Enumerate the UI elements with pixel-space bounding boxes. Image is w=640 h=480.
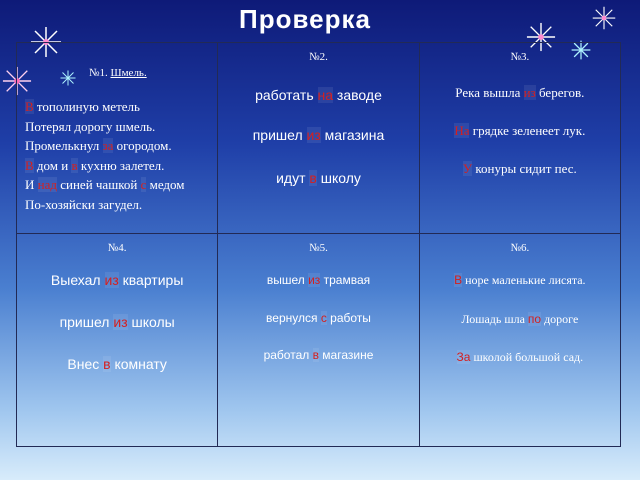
text-fragment: кухню залетел. xyxy=(77,157,165,173)
text-fragment: дом и xyxy=(33,157,72,173)
answer-table xyxy=(16,42,621,447)
text-fragment: Потерял дорогу шмель. xyxy=(25,118,156,134)
text-fragment: работать xyxy=(255,87,318,103)
page-title: Проверка xyxy=(239,4,371,34)
text-fragment: Лошадь шла xyxy=(461,312,528,326)
text-fragment: вернулся xyxy=(266,311,321,325)
preposition: из xyxy=(306,127,321,143)
preposition: с xyxy=(140,177,147,192)
example-line xyxy=(218,127,418,143)
example-line xyxy=(218,273,418,287)
example-line xyxy=(17,356,217,372)
preposition: в xyxy=(309,170,317,186)
cell-1 xyxy=(17,43,218,234)
cell-1-topic: Шмель. xyxy=(110,67,147,79)
text-fragment: норе маленькие лисята. xyxy=(462,273,586,287)
text-fragment: школой большой сад. xyxy=(470,350,584,364)
cell-6 xyxy=(419,234,620,447)
text-fragment: работал xyxy=(263,348,313,362)
text-fragment: тополиную метель xyxy=(33,99,140,114)
preposition: в xyxy=(312,348,319,362)
poem-line xyxy=(25,117,217,137)
preposition: с xyxy=(320,311,327,325)
text-fragment: берегов. xyxy=(535,85,585,100)
example-line xyxy=(420,161,620,177)
sparkle-star-icon xyxy=(592,6,616,30)
text-fragment: дороге xyxy=(541,312,579,326)
text-fragment: школы xyxy=(127,314,175,330)
example-line xyxy=(420,273,620,288)
preposition: из xyxy=(523,85,536,100)
preposition: за xyxy=(102,138,114,153)
poem-line xyxy=(25,195,217,215)
cell-5-number: №5. xyxy=(309,242,328,254)
text-fragment: заводе xyxy=(333,87,382,103)
text-fragment: Внес xyxy=(67,356,104,372)
example-line xyxy=(218,348,418,362)
poem-line xyxy=(25,175,217,195)
preposition: на xyxy=(317,87,334,103)
preposition: В xyxy=(25,157,34,173)
text-fragment: вышел xyxy=(266,273,309,287)
text-fragment: квартиры xyxy=(118,272,184,288)
text-fragment: работы xyxy=(326,311,371,325)
cell-1-header xyxy=(17,67,217,79)
text-fragment: магазина xyxy=(320,127,385,143)
poem-line xyxy=(25,156,217,176)
cell-5 xyxy=(218,234,419,447)
cell-2-number: №2. xyxy=(309,51,328,63)
example-line xyxy=(218,87,418,103)
cell-4-number: №4. xyxy=(107,242,127,254)
text-fragment: идут xyxy=(276,170,310,186)
preposition: в xyxy=(103,356,111,372)
poem-line xyxy=(25,136,217,156)
poem-line xyxy=(25,97,217,117)
preposition: в xyxy=(71,157,78,173)
text-fragment: огородом. xyxy=(113,138,172,153)
preposition: В xyxy=(454,273,463,287)
preposition: из xyxy=(113,314,128,330)
preposition: из xyxy=(104,272,119,288)
text-fragment: По-хозяйски загудел. xyxy=(25,196,143,212)
text-fragment: школу xyxy=(316,170,361,186)
cell-4 xyxy=(17,234,218,447)
preposition: За xyxy=(456,350,471,364)
preposition: На xyxy=(454,123,470,138)
cell-3-number: №3. xyxy=(510,51,530,63)
text-fragment: пришел xyxy=(252,127,307,143)
text-fragment: пришел xyxy=(59,314,114,330)
example-line xyxy=(420,123,620,139)
text-fragment: комнату xyxy=(110,356,167,372)
text-fragment: магазине xyxy=(318,348,374,362)
cell-1-number: №1. xyxy=(89,67,108,79)
poem-lines xyxy=(17,97,217,214)
text-fragment: И xyxy=(25,177,38,192)
example-line xyxy=(17,272,217,288)
cell-2 xyxy=(218,43,419,234)
example-line xyxy=(218,170,418,186)
cell-6-number: №6. xyxy=(510,242,530,254)
example-line xyxy=(420,85,620,101)
cell-3 xyxy=(419,43,620,234)
text-fragment: конуры сидит пес. xyxy=(472,161,577,176)
text-fragment: трамвая xyxy=(320,273,371,287)
preposition: над xyxy=(37,177,57,192)
example-line xyxy=(420,312,620,327)
text-fragment: Промелькнул xyxy=(25,138,103,153)
text-fragment: медом xyxy=(146,177,185,192)
text-fragment: Река вышла xyxy=(455,85,524,100)
preposition: по xyxy=(527,312,542,326)
example-line xyxy=(218,311,418,325)
text-fragment: Выехал xyxy=(50,272,105,288)
preposition: В xyxy=(25,99,34,114)
text-fragment: грядке зеленеет лук. xyxy=(469,123,586,138)
preposition: из xyxy=(308,273,321,287)
example-line xyxy=(420,350,620,365)
preposition: У xyxy=(462,161,473,176)
text-fragment: синей чашкой xyxy=(56,177,141,192)
example-line xyxy=(17,314,217,330)
